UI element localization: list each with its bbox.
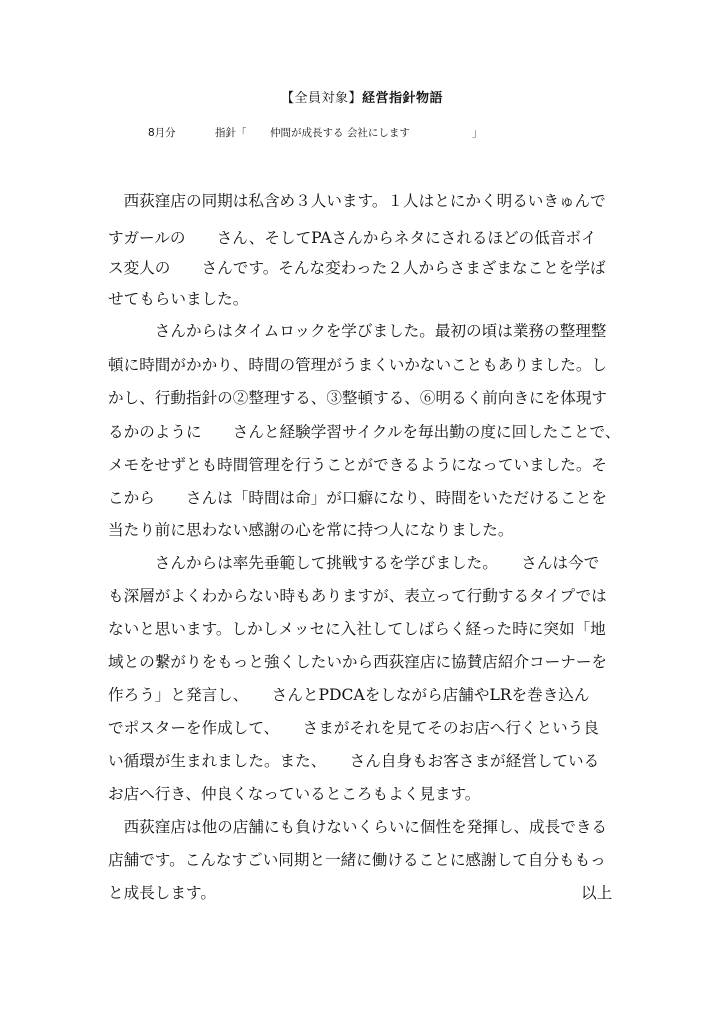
- body-line: かし、行動指針の②整理する、③整頓する、⑥明るく前向きにを体現す: [108, 389, 608, 407]
- body-line: さんからは率先垂範して挑戦するを学びました。 さんは今で: [108, 554, 600, 572]
- title-prefix: 【全員対象】: [280, 91, 362, 106]
- guideline-close: 」: [472, 127, 483, 139]
- body-line: 西荻窪店の同期は私含め３人います。１人はとにかく明るいきゅんで: [108, 192, 606, 210]
- body-line: も深層がよくわからない時もありますが、表立って行動するタイプでは: [108, 587, 607, 605]
- body-line: さんからはタイムロックを学びました。最初の頃は業務の整理整: [108, 322, 607, 340]
- body-line: 西荻窪店は他の店舗にも負けないくらいに個性を発揮し、成長できる: [108, 818, 608, 836]
- body-line: 頓に時間がかかり、時間の管理がうまくいかないこともありました。し: [108, 356, 608, 374]
- body-line: ス変人の さんです。そんな変わった２人からさまざまなことを学ば: [108, 259, 606, 277]
- body-line: 作ろう」と発言し、 さんとPDCAをしながら店舗やLRを巻き込ん: [108, 686, 590, 704]
- body-line: るかのように さんと経験学習サイクルを毎出勤の度に回したことで、: [108, 423, 621, 441]
- body-line: ないと思います。しかしメッセに入社してしばらく経った時に突如「地: [108, 620, 606, 638]
- body-line: せてもらいました。: [108, 290, 249, 308]
- guideline-value: 仲間が成長する 会社にします: [270, 127, 410, 139]
- month-label: 8月分: [148, 127, 176, 139]
- body-line: 域との繋がりをもっと強くしたいから西荻窪店に協賛店紹介コーナーを: [108, 653, 608, 671]
- body-line: お店へ行き、仲良くなっているところもよく見ます。: [108, 785, 481, 803]
- title-main: 経営指針物語: [362, 91, 444, 106]
- closing-text: 以上: [581, 884, 613, 902]
- document-title: [0, 87, 724, 106]
- body-line: メモをせずとも時間管理を行うことができるようになっていました。そ: [108, 456, 608, 474]
- body-line: 店舗です。こんなすごい同期と一緒に働けることに感謝して自分ももっ: [108, 851, 606, 869]
- body-line: い循環が生まれました。また、 さん自身もお客さまが経営している: [108, 752, 600, 770]
- body-line: でポスターを作成して、 さまがそれを見てそのお店へ行くという良: [108, 719, 599, 737]
- body-line: と成長します。: [108, 884, 567, 902]
- body-line: 当たり前に思わない感謝の心を常に持つ人になりました。: [108, 521, 514, 539]
- body-line: こから さんは「時間は命」が口癖になり、時間をいただけることを: [108, 489, 608, 507]
- guideline-label: 指針「: [215, 127, 247, 139]
- body-line: すガールの さん、そしてPAさんからネタにされるほどの低音ボイ: [108, 229, 597, 247]
